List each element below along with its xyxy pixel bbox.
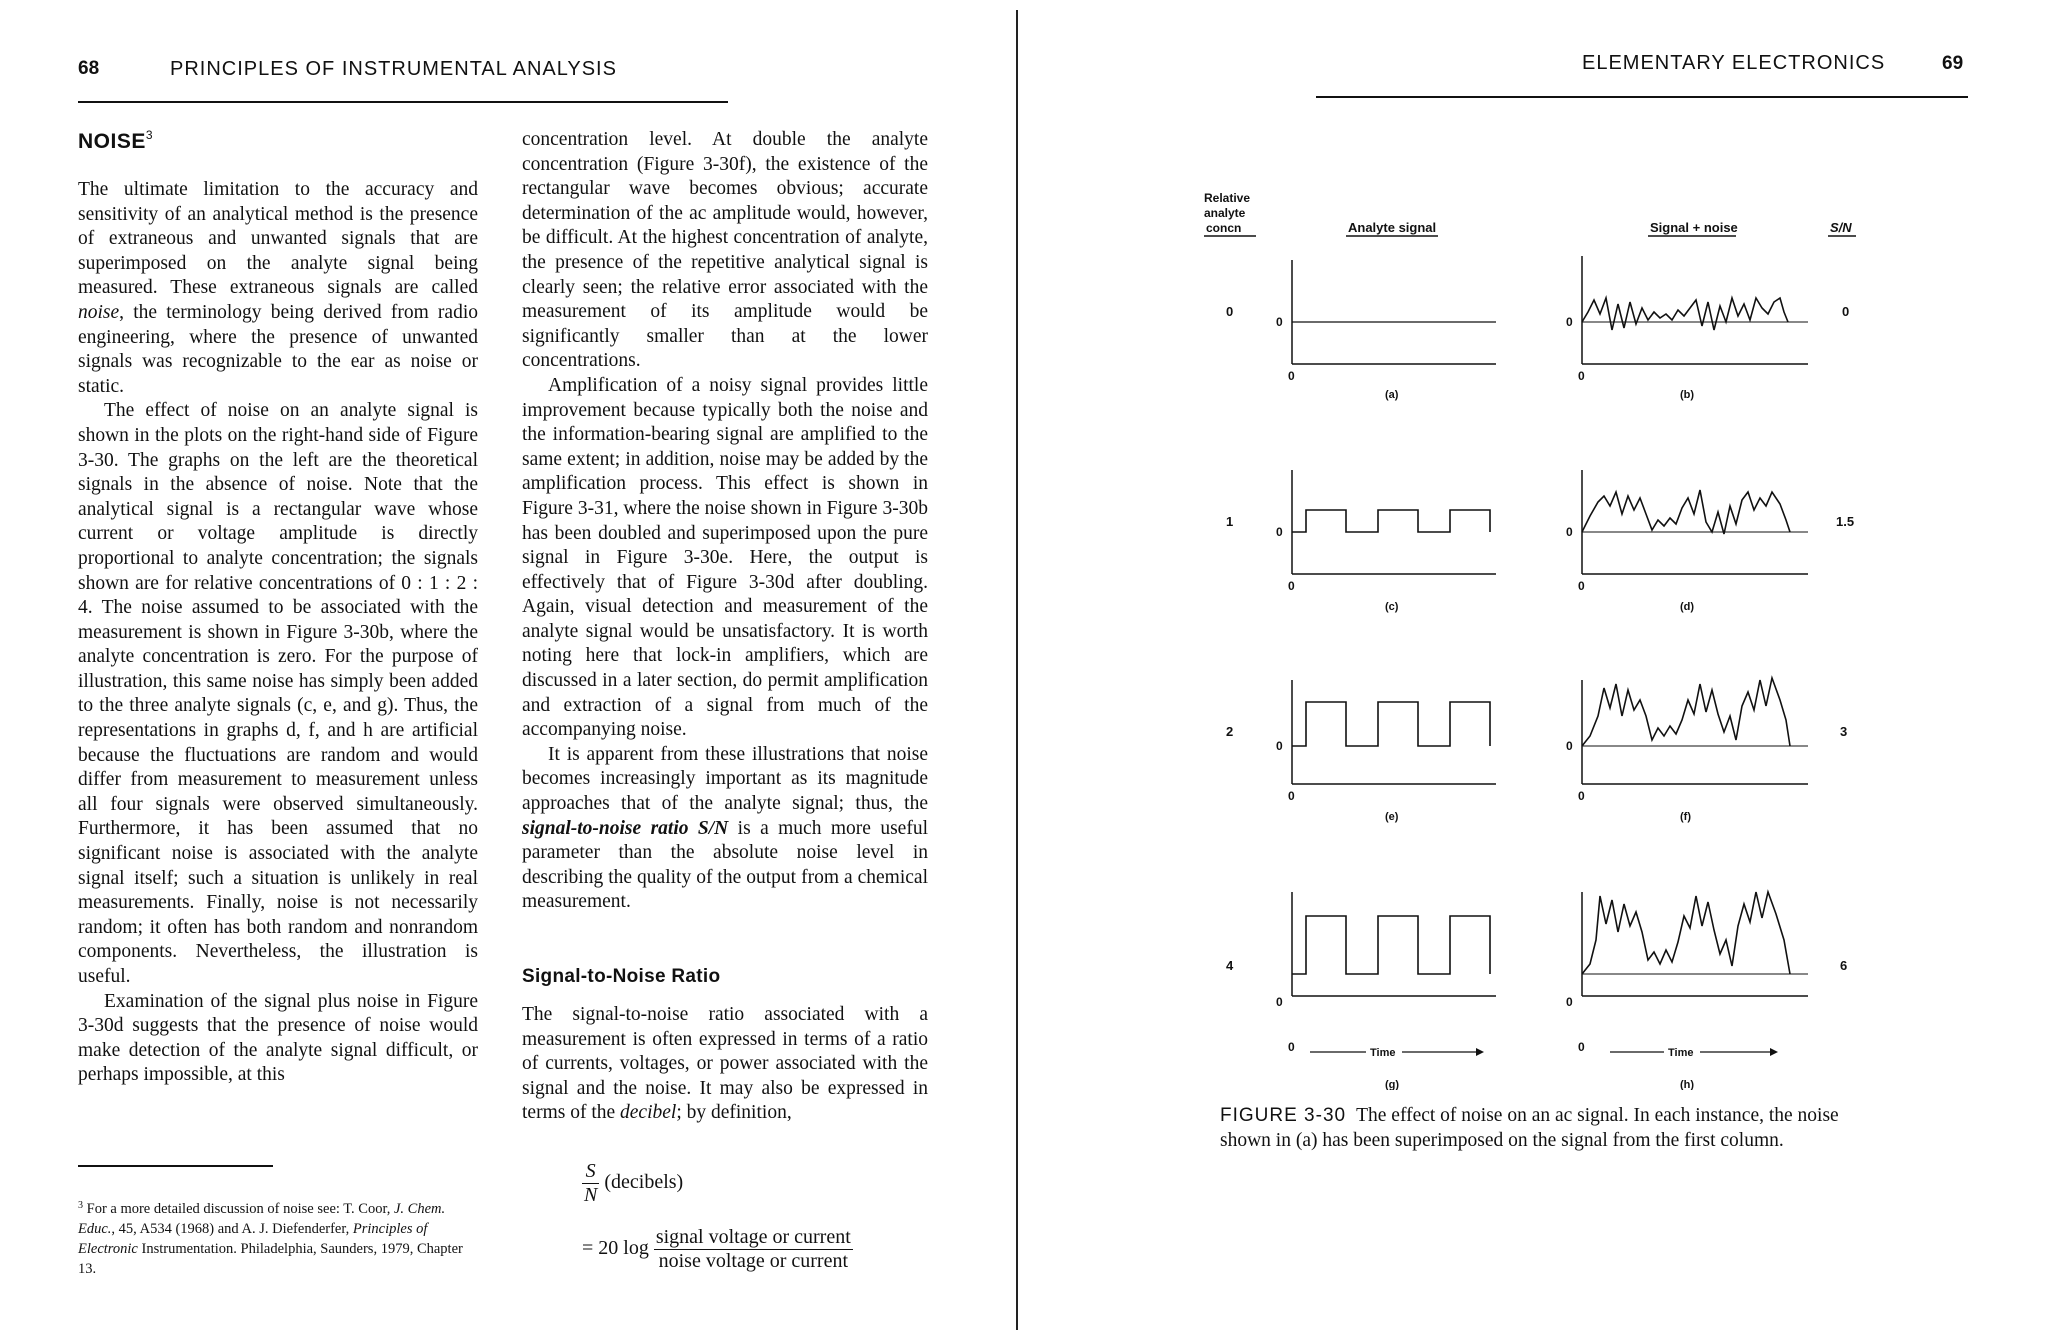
plot-a-xzero: 0	[1288, 369, 1295, 383]
header-signal-noise: Signal + noise	[1650, 220, 1738, 235]
plot-d-noise-trace	[1582, 490, 1790, 534]
plot-c-square-wave	[1292, 510, 1490, 532]
subsection-title-sn-ratio: Signal-to-Noise Ratio	[522, 966, 721, 987]
plot-d-xzero: 0	[1578, 579, 1585, 593]
equation-sn-line2	[582, 1226, 853, 1273]
section-footnote-mark: 3	[145, 128, 154, 142]
right-header-rule	[1316, 96, 1968, 98]
right-running-head: ELEMENTARY ELECTRONICS	[1582, 52, 1886, 74]
sn-value-2: 3	[1840, 724, 1848, 739]
plot-g-time-arrowhead	[1476, 1048, 1484, 1056]
plot-e-xzero: 0	[1288, 789, 1295, 803]
right-column-text	[522, 128, 928, 915]
row-conc-0	[1226, 256, 1849, 401]
paragraph-sn-definition: The signal-to-noise ratio associated with a measurement is often expressed in terms of a ratio of currents, voltages, or power associated with the signal and the noise. It may also be expressed in terms of the decibel; by definition,	[522, 1004, 928, 1124]
figure-caption-label: FIGURE 3-30	[1220, 1105, 1347, 1126]
header-conc-line1: Relative	[1204, 191, 1251, 205]
paragraph-intro: The ultimate limitation to the accuracy and sensitivity of an analytical method is the presence of extraneous and unwanted signals that are superimposed on the analyte signal being measured. These extraneous signals are called noise, the terminology being derived from radio engineering, where the presence of unwanted signals was recognizable to the ear as noise or static.	[78, 179, 478, 397]
plot-b-noise-trace	[1582, 298, 1788, 330]
paragraph-concentration: concentration level. At double the analyte concentration (Figure 3-30f), the existence of the rectangular wave becomes obvious; accurate determination of the ac amplitude would, however, be difficult. At the highest concentration of analyte, the presence of the repetitive analytical signal is clearly seen; the relative error associated with the measurement of its amplitude would be significantly smaller than at the lower concentrations.	[522, 129, 928, 372]
figure-caption-text: The effect of noise on an ac signal. In each instance, the noise shown in (a) has been superimposed on the signal from the first column.	[1220, 1105, 1839, 1151]
paragraph-examination: Examination of the signal plus noise in Figure 3-30d suggests that the presence of noise would make detection of the analyte signal difficult, or perhaps impossible, at this	[78, 990, 478, 1086]
fraction-s-over-n: $\frac{S}{N}$	[584, 1160, 598, 1206]
equation-prefix: = 20 log	[582, 1237, 649, 1260]
plot-h-label: (h)	[1680, 1079, 1695, 1090]
sn-value-4: 6	[1840, 958, 1848, 973]
section-title-text: NOISE	[78, 130, 146, 153]
left-column-text	[78, 178, 478, 1088]
row-conc-4	[1226, 892, 1847, 1090]
row-conc-1	[1226, 470, 1854, 613]
footnote-rule	[78, 1165, 273, 1167]
conc-value-0: 0	[1226, 304, 1234, 319]
plot-a-label: (a)	[1385, 389, 1399, 401]
left-header-rule	[78, 101, 728, 103]
footnote: $^3$ For a more detailed discussion of noise see: T. Coor, J. Chem. Educ., 45, A534 (1968) and A. J. Diefenderfer, Principles of Electronic Instrumentation. Philadelphia, Saunders, 1979, Chapter 13.	[78, 1200, 463, 1277]
paragraph-noise-effect: The effect of noise on an analyte signal is shown in the plots on the right-hand side of Figure 3-30. The graphs on the left are the theoretical signals in the absence of noise. Note that the analytical signal is a rectangular wave whose current or voltage amplitude is directly proportional to analyte concentration; the signals shown are for relative concentrations of 0 : 1 : 2 : 4. The noise assumed to be associated with the measurement is shown in Figure 3-30b, where the analyte concentration is zero. For the purpose of illustration, this same noise has simply been added to the three analyte signals (c, e, and g). Thus, the representations in graphs d, f, and h are artificial because the fluctuations are random and would differ from measurement to measurement unless all four signals were observed simultaneously. Furthermore, it has been assumed that no significant noise is associated with the analyte signal itself; such a situation is unlikely in real measurements. Finally, noise is not necessarily random; it often has both random and nonrandom components. Nevertheless, the illustration is useful.	[78, 400, 478, 987]
plot-c-label: (c)	[1385, 601, 1399, 613]
plot-f-yzero: 0	[1566, 739, 1573, 753]
plot-c-xzero: 0	[1288, 579, 1295, 593]
figure-caption	[1220, 1104, 1880, 1153]
plot-h-time-label: Time	[1668, 1047, 1694, 1059]
plot-c-yzero: 0	[1276, 525, 1283, 539]
plot-g-label: (g)	[1385, 1079, 1400, 1090]
sn-definition-text	[522, 1003, 928, 1126]
paragraph-amplification: Amplification of a noisy signal provides little improvement because typically both the noise and the information-bearing signal are amplified to the same extent; in addition, noise may be added by the amplification process. This effect is shown in Figure 3-31, where the noise shown in Figure 3-30b has been doubled and superimposed upon the pure signal in Figure 3-30e. Here, the output is effectively that of Figure 3-30d after doubling. Again, visual detection and measurement of the analyte signal would be unsatisfactory. It is worth noting here that lock-in amplifiers, which are discussed in a later section, do permit amplification and extraction of a signal from much of the accompanying noise.	[522, 374, 928, 741]
plot-g-time-label: Time	[1370, 1047, 1396, 1059]
plot-b-yzero: 0	[1566, 315, 1573, 329]
left-page-number: 68	[78, 58, 100, 79]
plot-d-yzero: 0	[1566, 525, 1573, 539]
equation-sn-line1	[582, 1160, 683, 1207]
plot-b-xzero: 0	[1578, 369, 1585, 383]
plot-g-xzero: 0	[1288, 1040, 1295, 1054]
plot-f-label: (f)	[1680, 811, 1691, 823]
header-conc-line2: analyte	[1204, 206, 1246, 220]
plot-a-yzero: 0	[1276, 315, 1283, 329]
header-analyte-signal: Analyte signal	[1348, 220, 1437, 235]
plot-h-xzero: 0	[1578, 1040, 1585, 1054]
paragraph-sn-importance: It is apparent from these illustrations that noise becomes increasingly important as its magnitude approaches that of the analyte signal; thus, the signal-to-noise ratio S/N is a much more useful parameter than the absolute noise level in describing the quality of the output from a chemical measurement.	[522, 743, 928, 913]
plot-e-square-wave	[1292, 702, 1490, 746]
plot-f-xzero: 0	[1578, 789, 1585, 803]
page-gutter-line	[1016, 10, 1018, 1330]
plot-e-yzero: 0	[1276, 739, 1283, 753]
fraction-voltage-ratio: $\frac{\text{signal voltage or current}}{\text{noise voltage or current}}$	[655, 1226, 851, 1272]
plot-h-noise-trace	[1582, 892, 1790, 974]
equation-unit: (decibels)	[604, 1171, 684, 1194]
conc-value-4: 4	[1226, 958, 1234, 973]
figure-3-30	[1180, 180, 1880, 1090]
plot-h-time-arrowhead	[1770, 1048, 1778, 1056]
plot-g-square-wave	[1292, 916, 1490, 974]
header-conc-line3: concn	[1206, 221, 1242, 235]
plot-e-label: (e)	[1385, 811, 1399, 823]
sn-value-0: 0	[1842, 304, 1850, 319]
conc-value-2: 2	[1226, 724, 1234, 739]
sn-value-1: 1.5	[1836, 514, 1855, 529]
plot-f-noise-trace	[1582, 678, 1790, 746]
left-running-head: PRINCIPLES OF INSTRUMENTAL ANALYSIS	[170, 58, 617, 80]
plot-g-yzero: 0	[1276, 995, 1283, 1009]
header-sn: S/N	[1830, 220, 1852, 235]
plot-h-yzero: 0	[1566, 995, 1573, 1009]
plot-b-label: (b)	[1680, 389, 1695, 401]
right-page-number: 69	[1942, 53, 1964, 74]
row-conc-2	[1226, 678, 1847, 823]
plot-d-label: (d)	[1680, 601, 1695, 613]
conc-value-1: 1	[1226, 514, 1234, 529]
section-title-noise	[78, 128, 153, 154]
